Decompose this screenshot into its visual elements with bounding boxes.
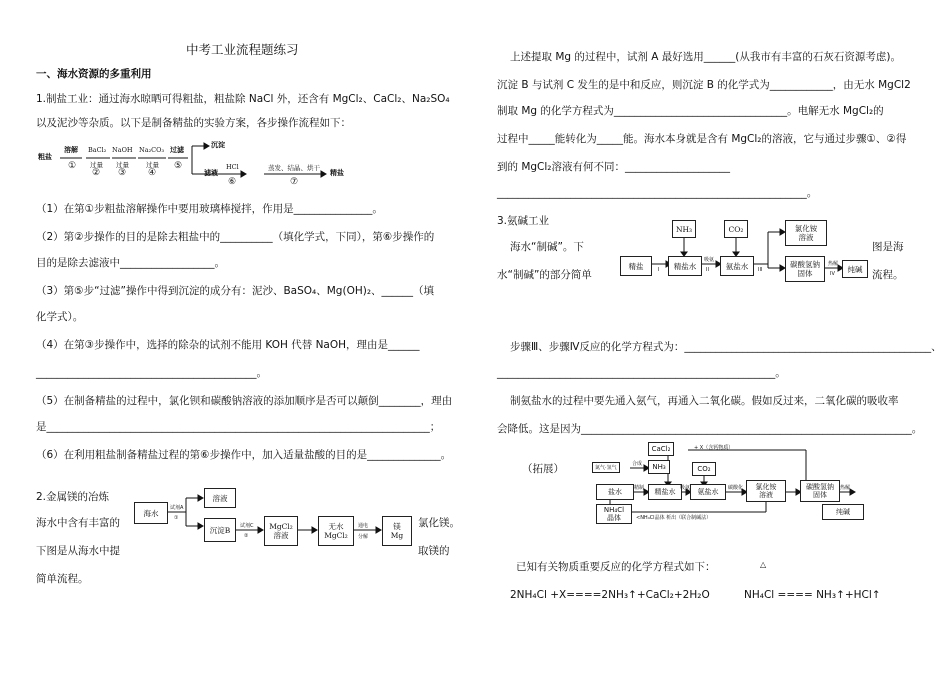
q1-part3b: 化学式）。: [36, 311, 84, 323]
q3-equation-prompt: 步骤Ⅲ、步骤Ⅳ反应的化学方程式为：_______________________________________________、: [510, 341, 942, 353]
mg-label-reagent-a: 试剂A: [170, 505, 184, 511]
ext-label-absorb: 吸氨: [680, 485, 691, 491]
soda-box-soda-ash: 纯碱: [842, 260, 868, 278]
soda-box-ammonia-brine: 氨盐水: [720, 256, 754, 276]
q2-right1: 氯化镁。: [418, 517, 460, 529]
flow-excess4: 过量: [146, 161, 159, 169]
q1-intro-2: 以及泥沙等杂质。以下是制备精盐的实验方案，各步操作流程如下：: [36, 117, 351, 129]
q1-part3a: （3）第⑤步“过滤”操作中得到沉淀的成分有：泥沙、BaSO₄、Mg(OH)₂、______（填: [36, 285, 435, 297]
q1-part2a: （2）第②步操作的目的是除去粗盐中的__________（填化学式，下同），第⑥步操作的: [36, 231, 435, 243]
extend-flow-diagram: [590, 442, 866, 524]
extend-delta: △: [760, 560, 767, 569]
flow-precipitate: 沉淀: [211, 140, 225, 149]
ext-box-ammonia-brine: 氨盐水: [690, 484, 726, 500]
ext-box-co2: CO₂: [692, 462, 716, 476]
mg-box-mgcl2-solution: MgCl₂ 溶液: [264, 516, 298, 546]
soda-step-3: III: [758, 267, 763, 273]
mg-box-precipitate-b: 沉淀B: [204, 518, 236, 542]
mg-question-line2: 沉淀 B 与试剂 C 发生的是中和反应，则沉淀 B 的化学式为____________，由无水 MgCl2: [497, 79, 911, 91]
flow-num1: ①: [68, 161, 77, 171]
flow-reagent4: Na₂CO₃: [139, 146, 165, 154]
flow-num5: ⑤: [174, 161, 183, 171]
mg-question-line6: ___________________________________________________________。: [497, 187, 818, 199]
ext-box-brine: 精盐水: [648, 484, 682, 500]
ext-label-carbon: 碳酸化: [728, 485, 744, 491]
extend-known: 已知有关物质重要反应的化学方程式如下：: [516, 561, 716, 573]
mg-label-reagent-c: 试剂C: [240, 523, 254, 529]
ext-box-nh4cl-solution: 氯化铵 溶液: [746, 480, 786, 502]
soda-box-nh4cl-solution: 氯化铵 溶液: [785, 220, 827, 246]
extend-eq2: NH₄Cl ==== NH₃↑+HCl↑: [744, 589, 881, 601]
flow-num7: ⑦: [290, 177, 299, 187]
flow-excess3: 过量: [116, 161, 129, 169]
flow-end: 精盐: [330, 168, 344, 177]
q2-text2: 下图是从海水中提: [36, 545, 120, 557]
soda-box-brine: 精盐水: [668, 256, 702, 276]
ext-label-byproduct: <NH₄Cl晶体 析出（联合制碱法）: [636, 515, 712, 521]
ext-box-nh3: NH₃: [648, 460, 670, 474]
flow-excess2: 过量: [90, 161, 103, 169]
ext-label-air: 氮气·氢气: [592, 462, 620, 473]
q3-reason2: 会降低。这是因为_______________________________________________________________。: [497, 423, 923, 435]
q3-right1: 图是海: [872, 241, 904, 253]
soda-box-nh3: NH₃: [672, 220, 696, 238]
soda-box-nahco3: 碳酸氢钠 固体: [785, 256, 825, 282]
q1-part4b: __________________________________________。: [36, 367, 267, 379]
q2-right2: 取镁的: [418, 545, 450, 557]
soda-flow-diagram: [620, 218, 868, 290]
q3-equation-line2: _____________________________________________________。: [497, 367, 786, 379]
ext-box-cacl2: CaCl₂: [648, 442, 674, 456]
extend-eq1: 2NH₄Cl +X====2NH₃↑+CaCl₂+2H₂O: [510, 589, 710, 601]
q1-part5b: 是_________________________________________________________________________；: [36, 421, 441, 433]
q1-part2b: 目的是除去滤液中__________________。: [36, 257, 225, 269]
soda-box-co2: CO₂: [724, 220, 748, 238]
q3-text1: 海水“制碱”。下: [510, 241, 584, 253]
mg-question-line5: 到的 MgCl₂溶液有何不同：____________________: [497, 161, 731, 173]
q1-intro-1: 1.制盐工业：通过海水晾晒可得粗盐，粗盐除 NaCl 外，还含有 MgCl₂、CaCl₂、Na₂SO₄: [36, 93, 450, 105]
q1-part1: （1）在第①步粗盐溶解操作中要用玻璃棒搅拌，作用是_______________。: [36, 203, 383, 215]
ext-label-heat: 热解: [840, 485, 851, 491]
flow-step7: 蒸发、结晶、烘干: [268, 164, 320, 172]
q2-text3: 简单流程。: [36, 573, 89, 585]
ext-label-purify: 精制: [634, 485, 645, 491]
q3-heading: 3.氨碱工业: [497, 215, 550, 227]
q3-reason1: 制氨盐水的过程中要先通入氨气，再通入二氧化碳。假如反过来，二氧化碳的吸收率: [510, 395, 899, 407]
ext-box-nahco3: 碳酸氢钠 固体: [800, 480, 840, 502]
ext-box-soda: 纯碱: [822, 504, 864, 520]
flow-reagent6: HCl: [226, 163, 239, 171]
mg-question-line3: 制取 Mg 的化学方程式为_________________________________。电解无水 MgCl₂的: [497, 105, 884, 117]
flow-step1: 溶解: [64, 145, 78, 154]
ext-label-x: + X（含钙物质）: [694, 445, 734, 451]
mg-box-anhydrous-mgcl2: 无水 MgCl₂: [318, 516, 354, 546]
q2-heading: 2.金属镁的冶炼: [36, 491, 110, 503]
flow-step5: 过滤: [170, 145, 184, 154]
extend-label: （拓展）: [522, 463, 564, 475]
q3-right2: 流程。: [872, 269, 904, 281]
ext-box-nh4cl-crystal: NH₄Cl 晶体: [596, 504, 632, 524]
ext-label-synth: 合成: [632, 461, 643, 467]
flow-num3: ③: [118, 168, 127, 178]
mg-label-decompose: 分解: [358, 534, 369, 540]
flow-reagent2: BaCl₂: [88, 146, 107, 154]
mg-label-electrolysis: 通电: [358, 523, 369, 529]
q1-part5a: （5）在制备精盐的过程中，氯化钡和碳酸钠溶液的添加顺序是否可以颠倒________，理由: [36, 395, 453, 407]
soda-step-1: I: [658, 267, 660, 273]
soda-label-heat: 热解: [828, 261, 839, 267]
mg-label-step1: ①: [174, 515, 179, 521]
flow-reagent3: NaOH: [112, 146, 133, 154]
ext-box-sea: 盐水: [596, 484, 634, 500]
flow-filtrate: 滤液: [204, 168, 218, 177]
soda-label-absorb: 吸氨: [704, 257, 715, 263]
mg-flow-diagram: [134, 486, 412, 552]
q2-text1: 海水中含有丰富的: [36, 517, 120, 529]
q3-text2: 水“制碱”的部分简单: [497, 269, 592, 281]
mg-box-solution: 溶液: [204, 488, 236, 508]
mg-box-magnesium: 镁 Mg: [382, 516, 412, 546]
q1-part6: （6）在利用粗盐制备精盐过程的第⑥步操作中，加入适量盐酸的目的是______________。: [36, 449, 452, 461]
mg-box-seawater: 海水: [134, 502, 168, 524]
soda-box-salt: 精盐: [620, 256, 652, 276]
soda-step-2: II: [706, 267, 709, 273]
section-heading: 一、海水资源的多重利用: [36, 68, 152, 80]
mg-question-line1: 上述提取 Mg 的过程中，试剂 A 最好选用______(从我市有丰富的石灰石资源考虑)。: [510, 51, 901, 63]
soda-step-4: IV: [830, 271, 835, 277]
q1-part4a: （4）在第③步操作中，选择的除杂的试剂不能用 KOH 代替 NaOH，理由是______: [36, 339, 420, 351]
page-title: 中考工业流程题练习: [186, 42, 299, 57]
salt-flow-diagram: [36, 136, 366, 192]
flow-num4: ④: [148, 168, 157, 178]
flow-num2: ②: [92, 168, 101, 178]
flow-start: 粗盐: [38, 152, 52, 161]
mg-label-step2: ②: [244, 533, 249, 539]
flow-num6: ⑥: [228, 177, 237, 187]
mg-question-line4: 过程中_____能转化为_____能。海水本身就是含有 MgCl₂的溶液，它与通过步骤①、②得: [497, 133, 907, 145]
